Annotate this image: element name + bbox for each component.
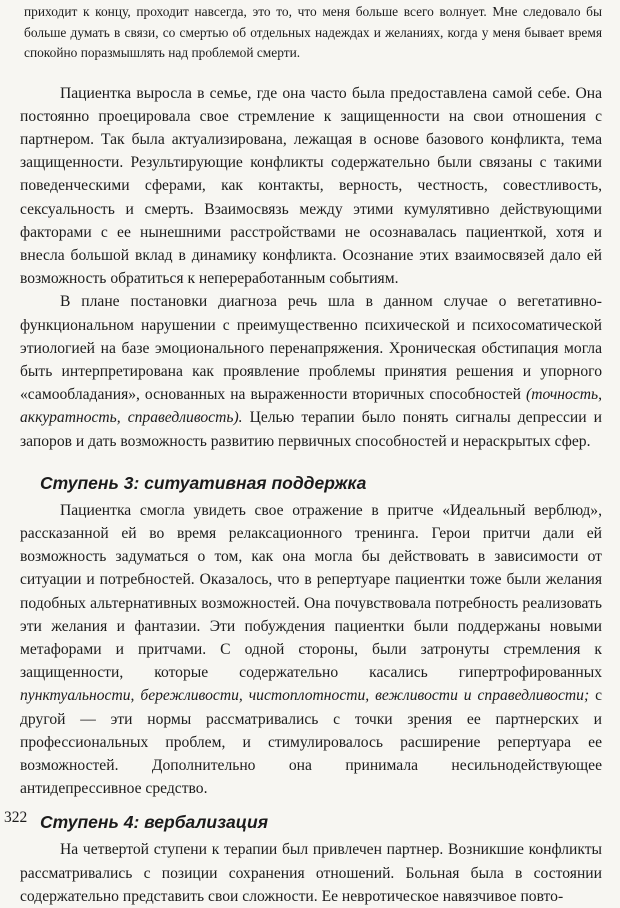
paragraph-diagnosis-tail: Целью терапии было понять сигналы депрессии и запоров и дать возможность развитию первичных способностей и нераскрытых сфер.	[20, 409, 602, 450]
heading-step-4: Ступень 4: вербализация	[40, 812, 269, 833]
paragraph-diagnosis	[20, 290, 602, 452]
paragraph-step-4: На четвертой ступени к терапии был привлечен партнер. Возникшие конфликты рассматривались с позиции сохранения отношений. Больная была в состоянии содержательно представить свои сложности. Ее невротическое навязчивое повто-	[20, 841, 602, 905]
paragraph-diagnosis-text: В плане постановки диагноза речь шла в данном случае о вегетативно-функциональном нарушении с преимущественно психической и психосоматической этиологией на базе эмоционального перенапряжения. Хроническая обстипация могла быть интерпретирована как проявление проблемы принятия решения и упорного «самообладания», основанных на выраженности вторичных способностей	[20, 293, 602, 404]
paragraph-step-3-tail: с другой — эти нормы рассматривались с точки зрения ее партнерских и профессиональных проблем, и стимулировалось расширение репертуара ее возможностей. Дополнительно она принимала несильнодействующее антидепрессивное средство.	[20, 687, 602, 798]
quote-continuation: приходит к концу, проходит навсегда, это то, что меня больше всего волнует. Мне следовало бы больше думать в связи, со смертью об отдельных надеждах и желаниях, когда у меня бывает время спокойно поразмышлять над проблемой смерти.	[24, 4, 602, 60]
paragraph-step-3-italic: пунктуальности, бережливости, чистоплотности, вежливости и справедливости;	[20, 687, 590, 705]
paragraph-diagnosis-italic: (точность, аккуратность, справедливость).	[20, 386, 602, 427]
paragraph-upbringing: Пациентка выросла в семье, где она часто была предоставлена самой себе. Она постоянно проецировала свое стремление к защищенности на свои отношения с партнером. Так была актуализирована, лежащая в основе базового конфликта, тема защищенности. Результирующие конфликты содержательно были связаны с такими поведенческими сферами, как контакты, верность, честность, совестливость, сексуальность и смерть. Взаимосвязь между этими кумулятивно действующими факторами с ее нынешними расстройствами не осознавалась пациенткой, хотя и внесла большой вклад в динамику конфликта. Осознание этих взаимосвязей дало ей возможность обратиться к непереработанным событиям.	[20, 84, 602, 288]
heading-step-3: Ступень 3: ситуативная поддержка	[40, 472, 367, 493]
page-number: 322	[4, 809, 28, 826]
paragraph-step-3-text: Пациентка смогла увидеть свое отражение в притче «Идеальный верблюд», рассказанной ей во время релаксационного тренинга. Герои притчи дали ей возможность задуматься о том, как она могла бы действовать в зависимости от ситуации и потребностей. Оказалось, что в репертуаре пациентки тоже были желания подобных альтернативных возможностей. Она почувствовала потребность реализовать эти желания и фантазии. Эти побуждения пациентки были поддержаны новыми метафорами и притчами. С одной стороны, были затронуты стремления к защищенности, которые содержательно касались гипертрофированных	[20, 501, 602, 682]
paragraph-step-3	[20, 499, 602, 801]
